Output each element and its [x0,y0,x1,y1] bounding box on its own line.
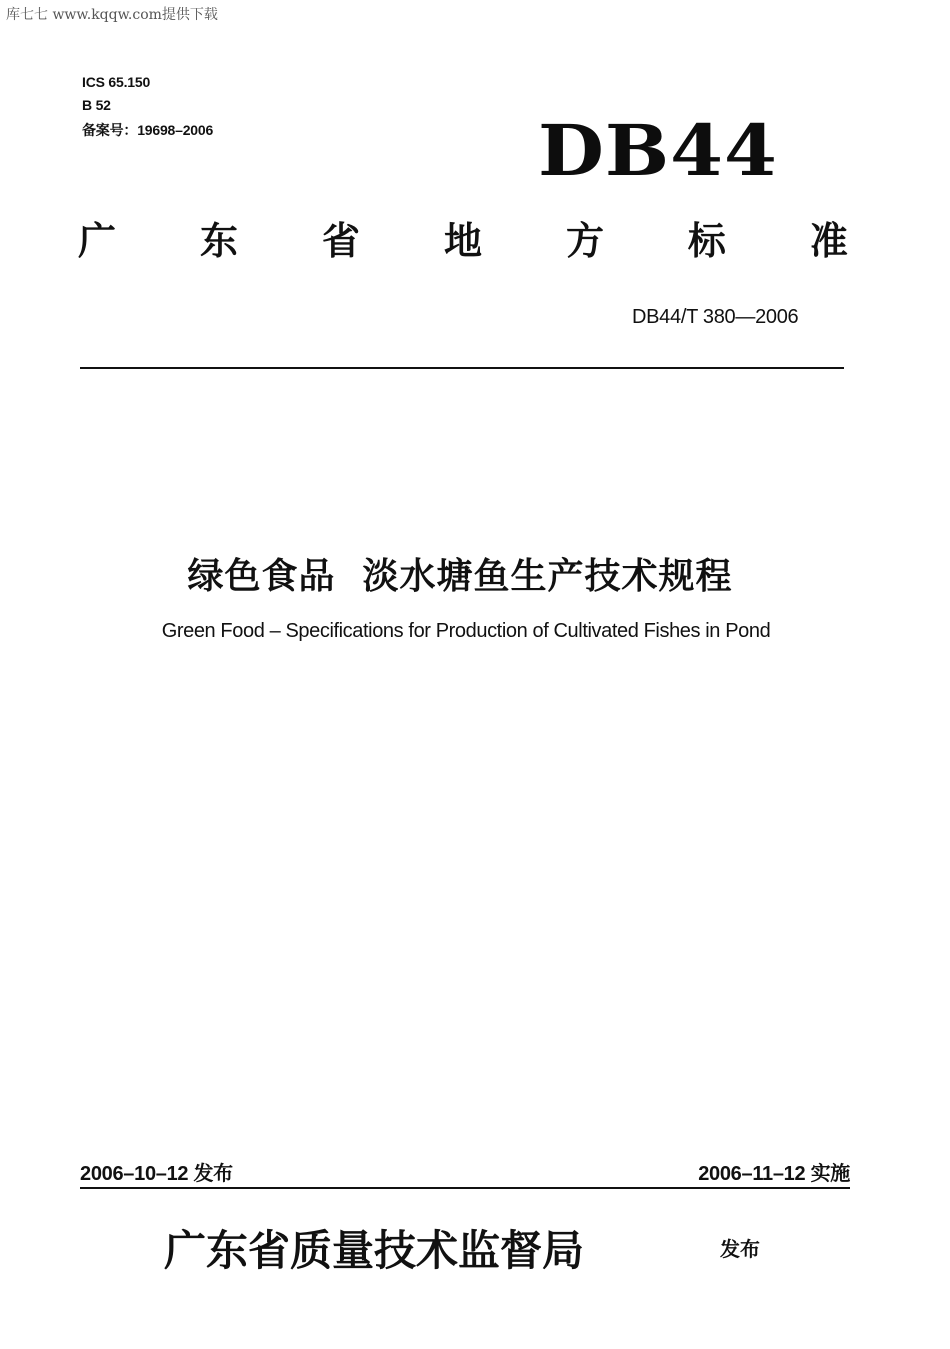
document-title-chinese: 绿色食品 淡水塘鱼生产技术规程 [187,556,733,597]
standard-number: DB44/T 380—2006 [632,306,799,328]
document-title-english: Green Food – Specifications for Production of Cultivated Fishes in Pond [161,620,771,642]
standard-type-char: 东 [199,219,238,263]
standard-type-char: 地 [443,219,482,263]
standard-type-char: 广 [78,219,117,263]
standard-type-char: 标 [687,219,726,263]
watermark: 库七七 www.kqqw.com提供下载 [6,7,218,23]
ics-code: ICS 65.150 [82,74,151,90]
record-number: 备案号：19698–2006 [82,122,214,138]
issue-date: 2006–10–12 发布 [80,1163,233,1185]
top-divider [80,367,844,369]
bottom-divider [80,1187,850,1189]
standard-type-char: 方 [565,219,604,263]
implementation-date: 2006–11–12 实施 [698,1163,850,1185]
publisher-name: 广东省质量技术监督局 [164,1226,585,1275]
standard-type-char: 省 [321,219,360,263]
classification-code: B 52 [82,97,111,113]
db44-logo: DB44 [538,109,778,192]
standard-type-title [78,219,848,263]
standard-type-char: 准 [809,219,848,263]
publisher-suffix: 发布 [720,1237,760,1261]
